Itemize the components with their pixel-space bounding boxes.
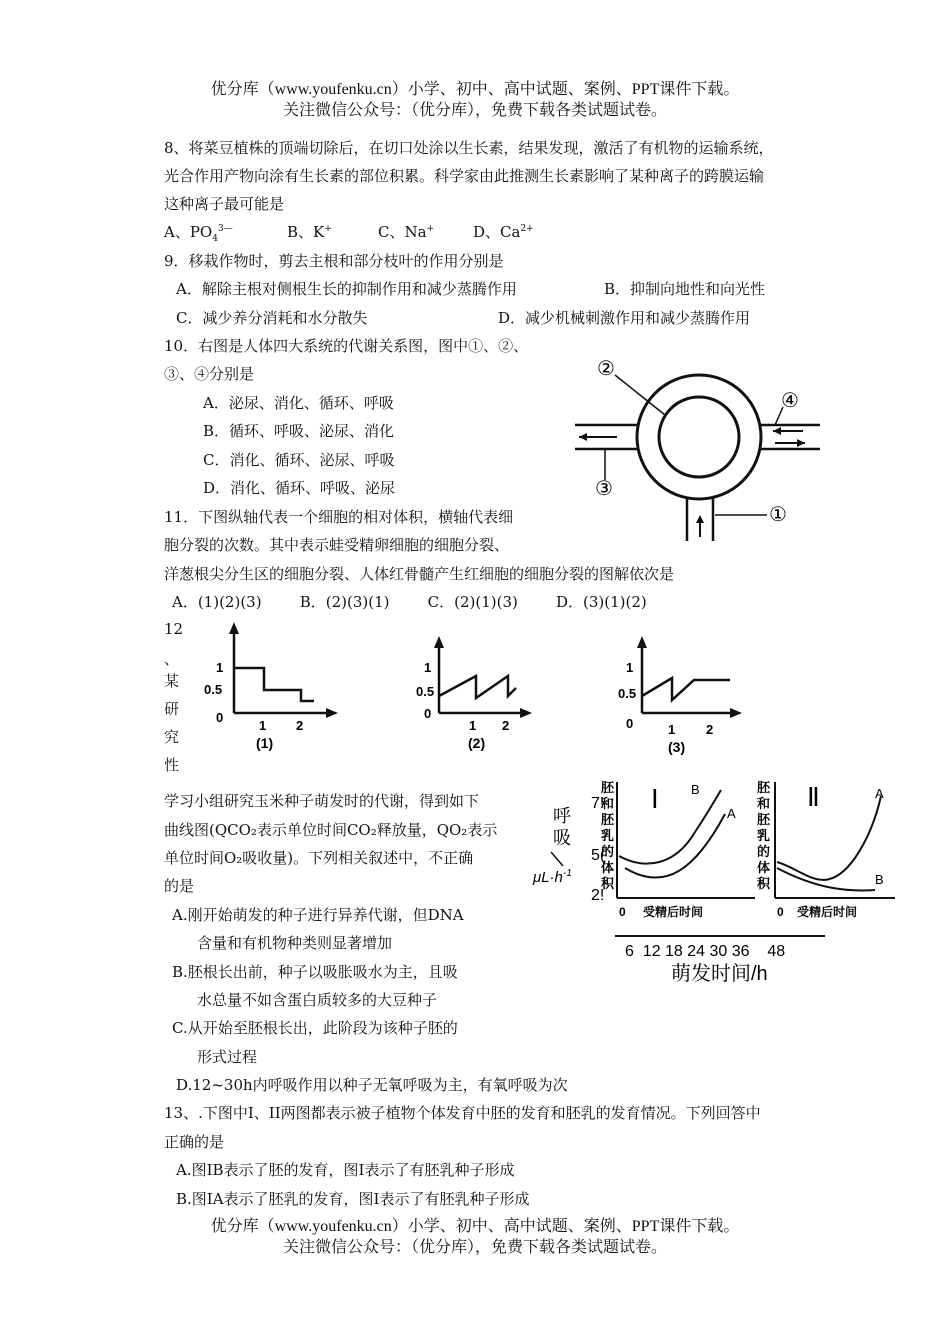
q10-option-a: A．泌尿、消化、循环、呼吸 <box>203 394 394 412</box>
q12-option-a-1: A.刚开始萌发的种子进行异养代谢，但DNA <box>172 906 464 924</box>
q12-option-b-2: 水总量不如含蛋白质较多的大豆种子 <box>197 991 438 1009</box>
svg-text:5(: 5( <box>591 847 606 864</box>
q11-stem-2: 胞分裂的次数。其中表示蛙受精卵细胞的细胞分裂、 <box>164 536 510 554</box>
svg-text:受精后时间: 受精后时间 <box>643 905 704 919</box>
svg-text:吸: 吸 <box>553 828 571 848</box>
q10-option-b: B．循环、呼吸、泌尿、消化 <box>203 422 395 440</box>
q13-option-b: B.图IA表示了胚乳的发育，图Ⅰ表示了有胚乳种子形成 <box>176 1190 530 1208</box>
svg-text:1: 1 <box>259 718 267 733</box>
q9-option-c: C．减少养分消耗和水分散失 <box>176 309 368 327</box>
q12-stem-4: 的是 <box>164 877 195 895</box>
q9-stem: 9．移栽作物时，剪去主根和部分枝叶的作用分别是 <box>164 252 504 270</box>
q10-metabolism-diagram <box>565 345 827 545</box>
svg-text:胚: 胚 <box>757 780 771 795</box>
q10-option-c: C．消化、循环、泌尿、呼吸 <box>203 451 395 469</box>
svg-text:和: 和 <box>601 796 615 811</box>
header-line-1: 优分库（www.youfenku.cn）小学、初中、高中试题、案例、PPT课件下载。 <box>210 81 740 98</box>
svg-text:B: B <box>691 782 700 797</box>
svg-text:0: 0 <box>626 716 634 731</box>
q11-volume-graphs <box>196 618 756 758</box>
svg-text:(1): (1) <box>256 735 274 751</box>
svg-text:0: 0 <box>619 905 626 919</box>
q11-stem-3: 洋葱根尖分生区的细胞分裂、人体红骨髓产生红细胞的细胞分裂的图解依次是 <box>164 565 675 583</box>
q9-option-b: B．抑制向地性和向光性 <box>604 280 766 298</box>
q8-stem-3: 这种离子最可能是 <box>164 195 285 213</box>
svg-text:乳: 乳 <box>601 828 615 843</box>
label-1: ① <box>769 504 787 526</box>
q13-stem-2: 正确的是 <box>164 1133 225 1151</box>
q8-option-d: D、$Ca^{2+}$ <box>473 223 534 241</box>
footer-line-2: 关注微信公众号：（优分库），免费下载各类试题试卷。 <box>282 1239 667 1256</box>
svg-text:(2): (2) <box>468 735 486 751</box>
graph-2 <box>416 636 532 751</box>
footer-line-1: 优分库（www.youfenku.cn）小学、初中、高中试题、案例、PPT课件下载。 <box>210 1218 740 1235</box>
svg-text:积: 积 <box>757 876 771 891</box>
panel-1 <box>601 780 755 919</box>
q12-stem-2: 曲线图(QCO₂表示单位时间CO₂释放量，QO₂表示 <box>164 821 498 839</box>
q12-option-d: D.12~30h内呼吸作用以种子无氧呼吸为主，有氧呼吸为次 <box>176 1076 568 1094</box>
q12-option-c-1: C.从开始至胚根长出，此阶段为该种子胚的 <box>172 1019 458 1037</box>
label-3: ③ <box>595 478 613 500</box>
svg-text:2: 2 <box>502 718 510 733</box>
q12-option-b-1: B.胚根长出前，种子以吸胀吸水为主，且吸 <box>172 963 458 981</box>
svg-text:乳: 乳 <box>757 828 771 843</box>
svg-text:0: 0 <box>216 710 224 725</box>
svg-text:A: A <box>875 786 884 801</box>
panel-2 <box>757 780 895 919</box>
svg-text:0.5: 0.5 <box>416 684 435 699</box>
svg-text:A: A <box>727 806 736 821</box>
q8-stem-1: 8、将菜豆植株的顶端切除后，在切口处涂以生长素，结果发现，激活了有机物的运输系统， <box>164 139 774 157</box>
svg-text:Ⅰ: Ⅰ <box>651 784 659 814</box>
q12-number-vertical: 12 、 某 研 究 性 <box>164 620 184 774</box>
svg-text:1: 1 <box>626 660 634 675</box>
svg-text:胚: 胚 <box>601 780 615 795</box>
q13-option-a: A.图IB表示了胚的发育，图Ⅰ表示了有胚乳种子形成 <box>176 1161 515 1179</box>
q9-option-d: D．减少机械刺激作用和减少蒸腾作用 <box>498 309 751 327</box>
q9-option-a: A．解除主根对侧根生长的抑制作用和减少蒸腾作用 <box>176 280 517 298</box>
q12-stem-1: 学习小组研究玉米种子萌发时的代谢，得到如下 <box>164 792 480 810</box>
svg-text:胚: 胚 <box>757 812 771 827</box>
svg-text:1: 1 <box>469 718 477 733</box>
svg-text:的: 的 <box>601 844 615 859</box>
svg-text:2!: 2! <box>591 887 605 904</box>
q13-stem-1: 13、.下图中Ⅰ、II两图都表示被子植物个体发育中胚的发育和胚乳的发育情况。下列回答中 <box>164 1104 761 1122</box>
q8-option-c: C、Na+ <box>378 223 435 241</box>
svg-text:0: 0 <box>424 706 432 721</box>
q8-option-a: A、$PO_4^{3—}$ <box>164 223 233 244</box>
svg-text:2: 2 <box>706 722 714 737</box>
label-2: ② <box>597 358 615 380</box>
svg-text:0: 0 <box>777 905 784 919</box>
svg-text:1: 1 <box>668 722 676 737</box>
svg-text:积: 积 <box>601 876 615 891</box>
header-line-2: 关注微信公众号：（优分库），免费下载各类试题试卷。 <box>282 102 667 119</box>
q12-respiration-figure <box>525 770 905 990</box>
svg-text:萌发时间/h: 萌发时间/h <box>671 963 768 985</box>
svg-text:受精后时间: 受精后时间 <box>797 905 858 919</box>
q12-stem-3: 单位时间O₂吸收量)。下列相关叙述中，不正确 <box>164 849 474 867</box>
q10-option-d: D．消化、循环、呼吸、泌尿 <box>203 479 396 497</box>
label-4: ④ <box>781 390 799 412</box>
svg-text:1: 1 <box>216 660 224 675</box>
q11-options: A．(1)(2)(3) B．(2)(3)(1) C．(2)(1)(3) D．(3)(1)(2) <box>172 593 647 611</box>
svg-text:体: 体 <box>757 860 771 875</box>
q12-option-c-2: 形式过程 <box>197 1048 258 1066</box>
q12-option-a-2: 含量和有机物种类则显著增加 <box>197 934 393 952</box>
svg-text:0.5: 0.5 <box>618 686 637 701</box>
q10-stem-1: 10．右图是人体四大系统的代谢关系图，图中①、②、 <box>164 337 529 355</box>
svg-text:2: 2 <box>296 718 304 733</box>
svg-text:0.5: 0.5 <box>204 682 223 697</box>
svg-text:(3): (3) <box>668 739 686 755</box>
svg-text:6 12 18 24 30 36 48: 6 12 18 24 30 36 48 <box>625 943 786 960</box>
svg-text:胚: 胚 <box>601 812 615 827</box>
q11-stem-1: 11．下图纵轴代表一个细胞的相对体积，横轴代表细 <box>164 508 514 526</box>
q8-option-b: B、K+ <box>287 223 332 241</box>
svg-text:的: 的 <box>757 844 771 859</box>
svg-text:B: B <box>875 872 884 887</box>
svg-text:7!: 7! <box>591 795 605 812</box>
q8-stem-2: 光合作用产物向涂有生长素的部位积累。科学家由此推测生长素影响了某种离子的跨膜运输 <box>164 167 765 185</box>
svg-text:体: 体 <box>601 860 615 875</box>
svg-text:1: 1 <box>424 660 432 675</box>
svg-text:μL·h-1: $\mu L\cdot h^{-1}$ <box>533 868 572 886</box>
graph-1 <box>204 622 338 751</box>
svg-text:Ⅱ: Ⅱ <box>807 782 820 812</box>
svg-text:呼: 呼 <box>553 806 571 826</box>
q10-stem-2: ③、④分别是 <box>164 365 255 383</box>
graph-3 <box>618 636 742 755</box>
svg-text:和: 和 <box>757 796 771 811</box>
